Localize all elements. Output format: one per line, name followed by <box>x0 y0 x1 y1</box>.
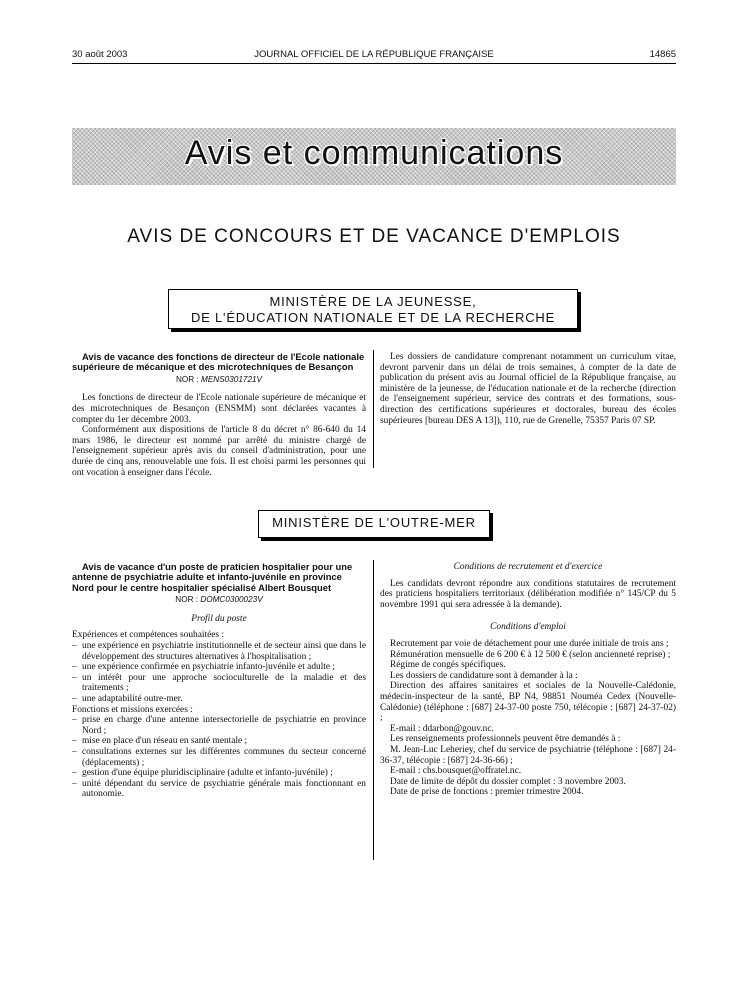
conditions-recrutement-heading: Conditions de recrutement et d'exercice <box>453 562 603 572</box>
ministry-box-outre-mer <box>258 510 490 538</box>
banner-title: Avis et communications <box>184 134 564 172</box>
missions-intro: Fonctions et missions exercées : <box>72 704 193 715</box>
banner <box>72 128 676 185</box>
article2-title: Avis de vacance d'un poste de praticien hospitalier pour une antenne de psychiatrie adulte et infanto-juvénile en province Nord pour le centre hospitalier spécialisé Albert Bousquet <box>72 561 353 593</box>
emploi-line: Date de prise de fonctions : premier trimestre 2004. <box>390 787 584 798</box>
header-rule <box>72 63 676 64</box>
list-item: – mise en place d'un réseau en santé mentale ; <box>72 736 366 747</box>
column-divider-2 <box>373 560 374 860</box>
ministry-line-2: DE L'ÉDUCATION NATIONALE ET DE LA RECHERCHE <box>190 310 556 325</box>
article1-para2: Conformément aux dispositions de l'article 8 du décret n° 86-640 du 14 mars 1986, le directeur est nommé par arrêté du ministre chargé de l'enseignement supérieur après avis du conseil d'administration, pour une durée de cinq ans, renouvelable une fois. Il est choisi parmi les personnes qui ont vocation à enseigner dans l'école. <box>72 425 366 478</box>
list-item: – prise en charge d'une antenne intersectorielle de psychiatrie en province Nord ; <box>72 715 366 736</box>
article1-title: Avis de vacance des fonctions de directeur de l'Ecole nationale supérieure de mécanique et des microtechniques de Besançon <box>72 351 365 373</box>
list-item: – unité dépendant du service de psychiatrie générale mais fonctionnant en autonomie. <box>72 779 366 800</box>
article1-para3: Les dossiers de candidature comprenant notamment un curriculum vitae, devront parvenir dans un délai de trois semaines, à compter de la date de publication du présent avis au Journal officiel de la République française, au ministère de la jeunesse, de l'éducation nationale et de la recherche (direction de l'enseignement supérieur, service des contrats et des formations, sous-direction des certifications supérieures et doctorales, bureau des écoles supérieures [bureau DES A 13]), 110, rue de Grenelle, 75357 Paris 07 SP. <box>380 352 676 426</box>
article2-nor <box>72 595 366 606</box>
emploi-line: M. Jean-Luc Leheriey, chef du service de psychiatrie (téléphone : [687] 24-36-37, télécopie : [687] 24-36-66) ; <box>380 744 676 766</box>
page-number: 14865 <box>649 49 676 60</box>
ministry-box-education <box>168 289 578 329</box>
article1-nor <box>72 375 366 386</box>
experiences-list <box>72 641 366 705</box>
list-item: – consultations externes sur les différentes communes du secteur concerné (déplacements) ; <box>72 747 366 768</box>
list-item: – une adaptabilité outre-mer. <box>72 694 366 705</box>
journal-title: JOURNAL OFFICIEL DE LA RÉPUBLIQUE FRANÇAISE <box>254 49 494 60</box>
nor-code: DOMC0300023V <box>200 595 263 605</box>
emploi-line: Recrutement par voie de détachement pour une durée initiale de trois ans ; <box>390 638 669 649</box>
article2-right-column <box>380 562 676 798</box>
article2-left-column <box>72 562 366 800</box>
list-item: – un intérêt pour une approche socioculturelle de la maladie et des traitements ; <box>72 673 366 694</box>
ministry2-line: MINISTÈRE DE L'OUTRE-MER <box>272 515 476 530</box>
emploi-line: Les renseignements professionnels peuvent être demandés à : <box>390 734 621 745</box>
nor-code: MENS0301721V <box>201 374 263 384</box>
emploi-line: Rémunération mensuelle de 6 200 € à 12 500 € (selon ancienneté reprise) ; <box>390 649 671 660</box>
emploi-line: E-mail : ddarbon@gouv.nc. <box>390 723 494 734</box>
header-date: 30 août 2003 <box>72 49 128 60</box>
profil-heading: Profil du poste <box>191 613 247 624</box>
list-item: – une expérience en psychiatrie institutionnelle et de secteur ainsi que dans le développement des structures alternatives à l'hospitalisation ; <box>72 641 366 662</box>
emploi-line: Date de limite de dépôt du dossier complet : 3 novembre 2003. <box>390 776 626 787</box>
emploi-line: Les dossiers de candidature sont à demander à la : <box>390 670 578 681</box>
nor-label: NOR : <box>175 595 199 605</box>
emploi-line: Régime de congés spécifiques. <box>390 660 506 671</box>
list-item: – une expérience confirmée en psychiatrie infanto-juvénile et adulte ; <box>72 662 366 673</box>
conditions-emploi-heading: Conditions d'emploi <box>490 622 566 633</box>
missions-list <box>72 715 366 800</box>
emploi-line: E-mail : chs.bousquet@offratel.nc. <box>390 766 522 777</box>
column-divider <box>373 350 374 468</box>
ministry-line-1: MINISTÈRE DE LA JEUNESSE, <box>269 294 477 309</box>
article1-left-column <box>72 352 366 478</box>
article1-para1: Les fonctions de directeur de l'Ecole nationale supérieure de mécanique et des microtechniques de Besançon (ENSMM) sont déclarées vacantes à compter du 1er décembre 2003. <box>72 393 366 425</box>
article1-para3-block <box>380 352 676 426</box>
section-title: AVIS DE CONCOURS ET DE VACANCE D'EMPLOIS <box>127 226 621 247</box>
nor-label: NOR : <box>175 374 199 384</box>
conditions-recrutement-text: Les candidats devront répondre aux conditions statutaires de recrutement des praticiens hospitaliers territoriaux (délibération modifiée n° 145/CP du 5 novembre 1991 qui sera adressée à la demande). <box>380 578 676 610</box>
list-item: – gestion d'une équipe pluridisciplinaire (adulte et infanto-juvénile) ; <box>72 768 366 779</box>
emploi-line: Direction des affaires sanitaires et sociales de la Nouvelle-Calédonie, médecin-inspecteur de la santé, BP N4, 98851 Nouméa Cedex (Nouvelle-Calédonie) (téléphone : [687] 24-37-00 poste 750, télécopie : [687] 24-37-02) ; <box>380 681 676 724</box>
experiences-intro: Expériences et compétences souhaitées : <box>72 630 225 641</box>
